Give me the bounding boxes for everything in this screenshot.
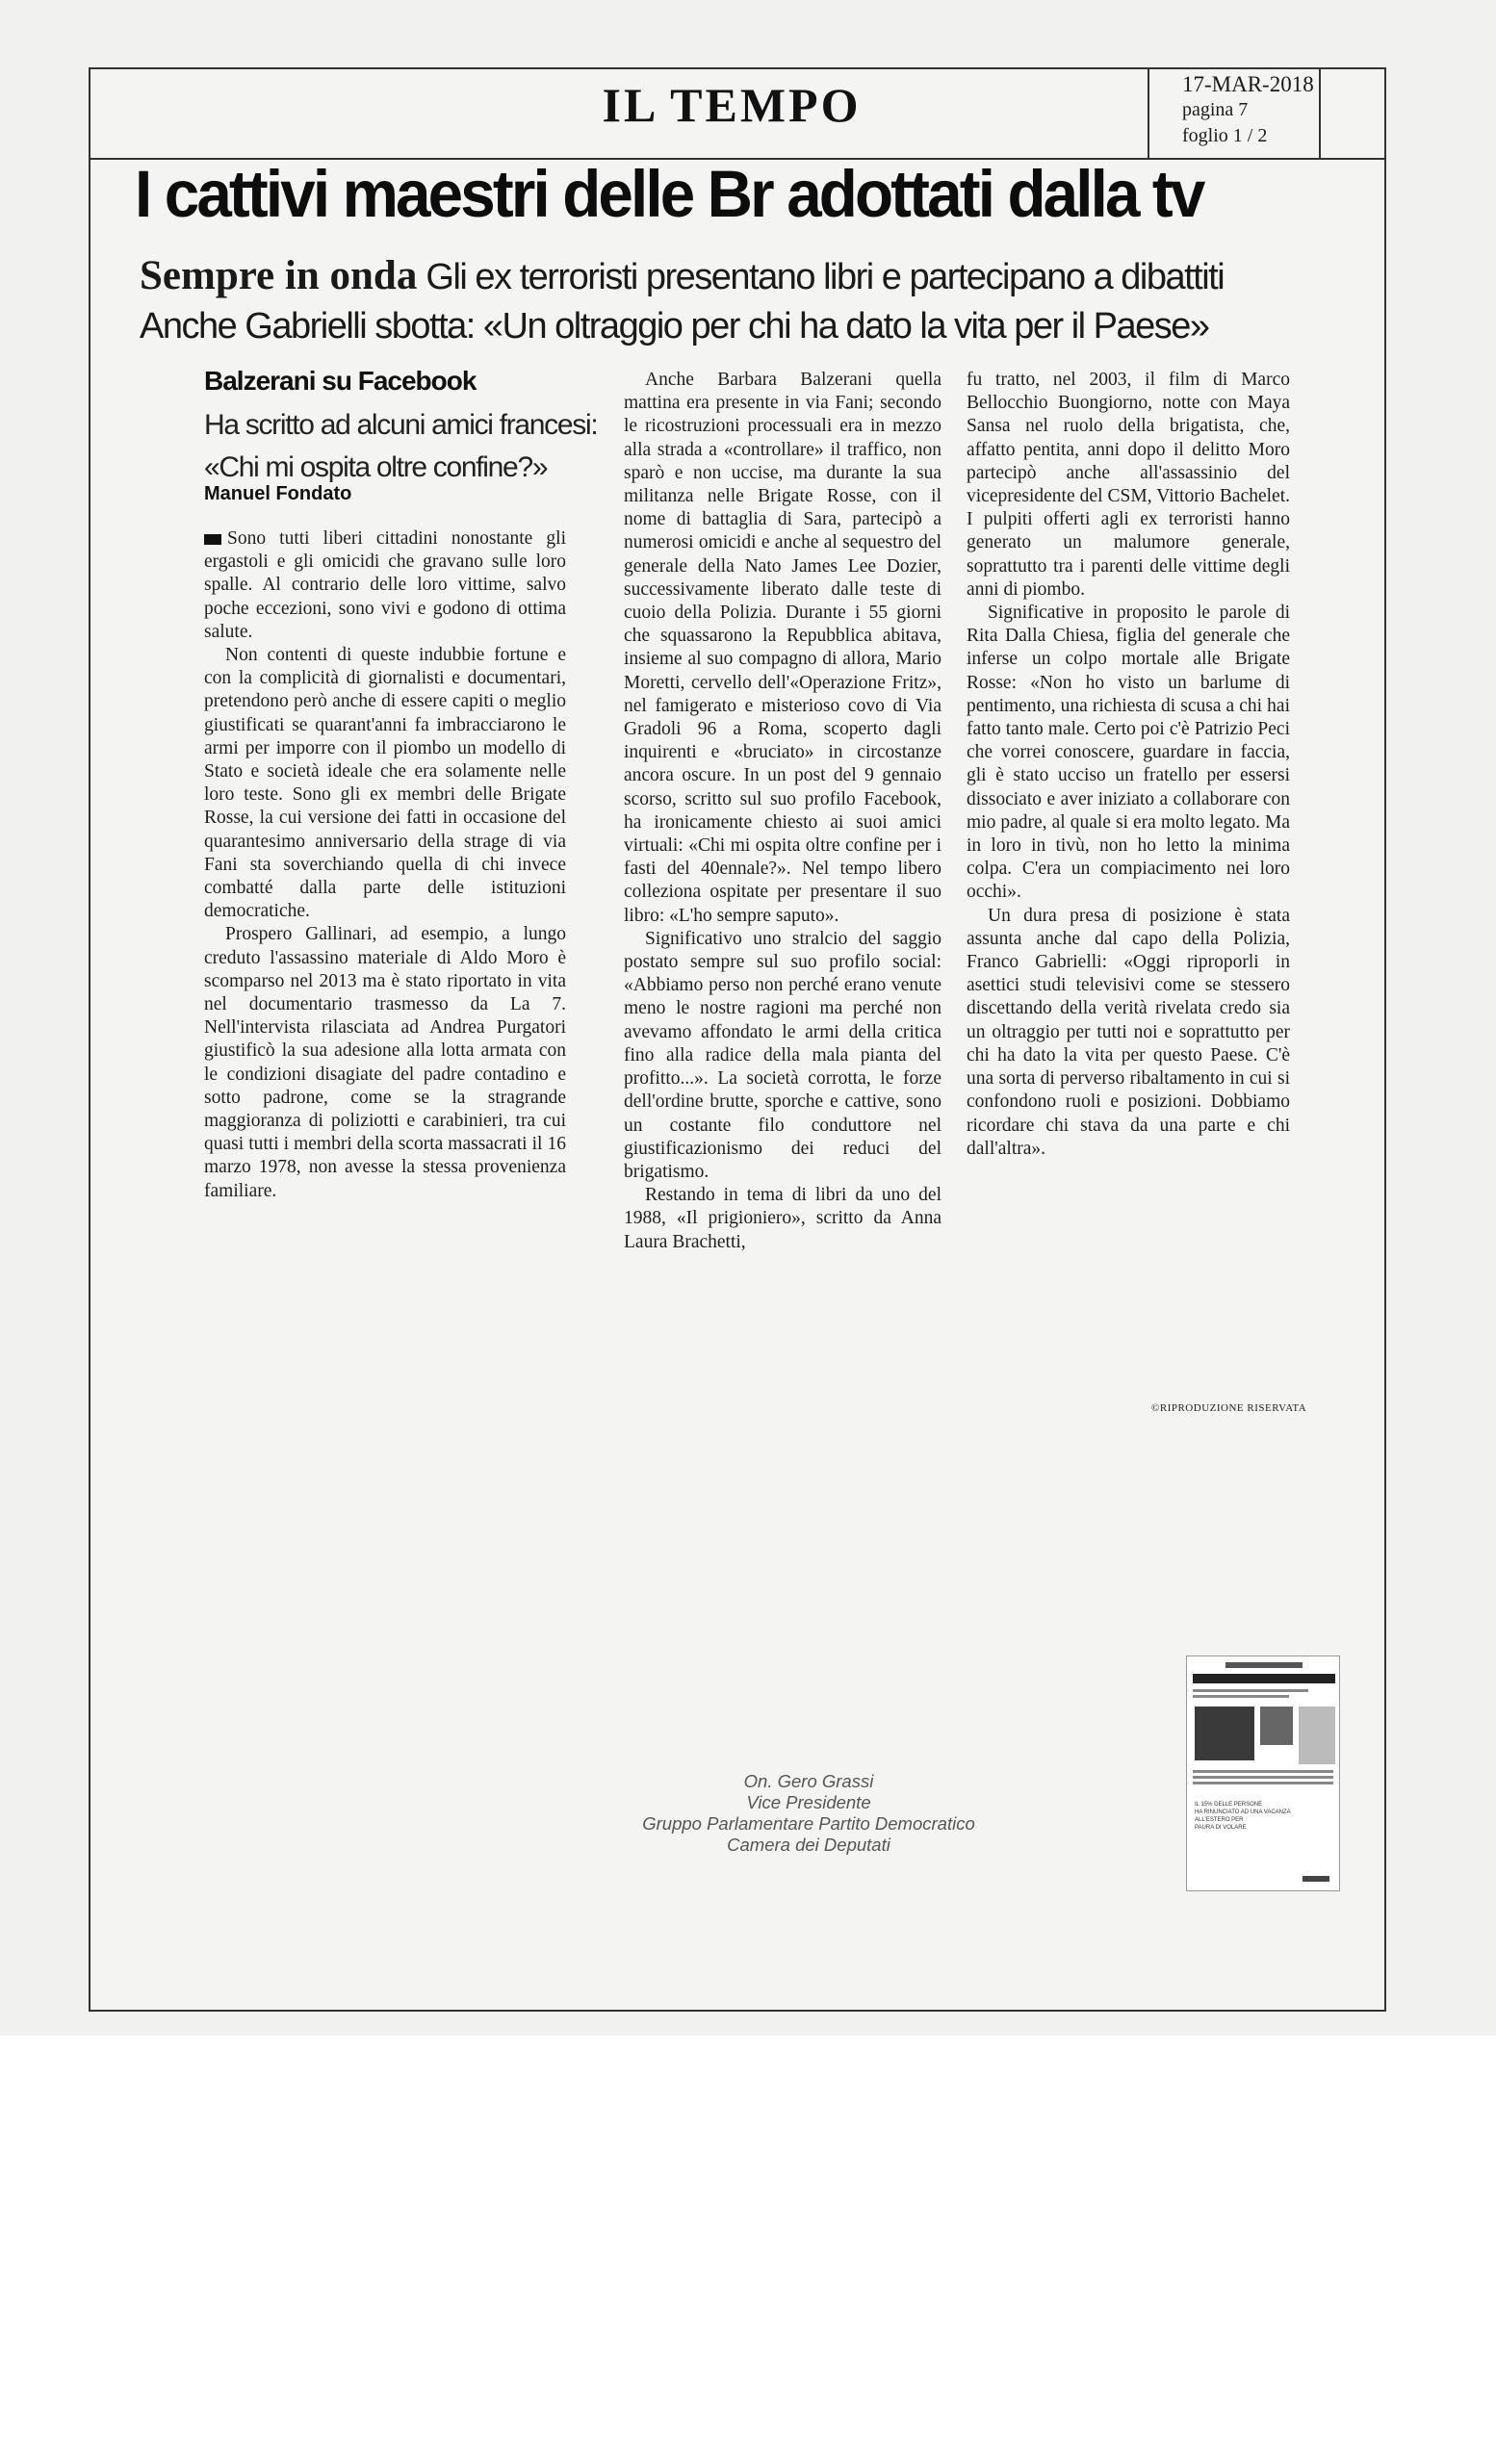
paragraph: Prospero Gallinari, ad esempio, a lungo creduto l'assassino materiale di Aldo Moro è scomparso nel 2013 ma è stato riportato in vita nel documentario trasmesso da La 7. Nell'intervista rilasciata ad Andrea Purgatori giustificò la sua adesione alla lotta armata con le condizioni disagiate del padre contadino e sotto padrone, come se la stragrande maggioranza di poliziotti e carabinieri, tra cui quasi tutti i membri della scorta massacrati il 16 marzo 1978, non avesse la stessa provenienza familiare. [204,924,566,1201]
subhead-line-2: Anche Gabrielli sbotta: «Un oltraggio per chi ha dato la vita per il Paese» [140,306,1209,346]
article-column-2 [624,369,941,1254]
thumbnail-text-line [1193,1782,1333,1784]
clipping-date: 17-MAR-2018 [1182,72,1314,96]
newspaper-masthead: IL TEMPO [602,78,862,132]
sidebar-box-title: Balzerani su Facebook [204,366,477,396]
thumbnail-tag [1225,1662,1303,1668]
thumbnail-caption: PAURA DI VOLARE [1195,1825,1247,1831]
paragraph: fu tratto, nel 2003, il film di Marco Bellocchio Buongiorno, notte con Maya Sansa nel ruolo della brigatista, che, affatto pentita, anni dopo il delitto Moro partecipò anche all'assassinio del vicepresidente del CSM, Vittorio Bachelet. I pulpiti offerti agli ex terroristi hanno generato un malumore generale, soprattutto tra i parenti delle vittime degli anni di piombo. [967,370,1290,600]
copyright-notice: ©RIPRODUZIONE RISERVATA [1151,1402,1307,1414]
thumbnail-photo [1195,1707,1254,1760]
article-column-3 [967,369,1290,1161]
signature-line: On. Gero Grassi [743,1771,874,1791]
page-thumbnail [1186,1656,1340,1891]
subhead-line-1 [140,252,1353,299]
paragraph [204,527,566,644]
thumbnail-caption: IL 15% DELLE PERSONE [1195,1802,1263,1808]
thumbnail-footer [1303,1876,1329,1882]
thumbnail-text-line [1193,1776,1333,1779]
sidebar-box-quote: Ha scritto ad alcuni amici francesi: «Chi mi ospita oltre confine?» [204,409,598,483]
paragraph: Significative in proposito le parole di Rita Dalla Chiesa, figlia del generale che inferse un colpo mortale alle Brigate Rosse: «Non ho visto un barlume di pentimento, una richiesta di scusa a chi hai fatto tanto male. Certo poi c'è Patrizio Peci che vorrei conoscere, guardare in faccia, gli è stato ucciso un fratello per essersi dissociato e aver iniziato a collaborare con mio padre, al quale si era molto legato. Ma in loro in tivù, non ho letto la minima colpa. C'era un compiacimento nei loro occhi». [967,603,1290,903]
paragraph: Restando in tema di libri da uno del 1988, «Il prigioniero», scritto da Anna Laura Brachetti, [624,1185,941,1252]
paragraph: Significativo uno stralcio del saggio postato sempre sul suo profilo social: «Abbiamo perso non perché erano venute meno le nostre ragioni ma perché non avevamo affondato le armi della critica fino alla radice della mala pianta del profitto...». La società corrotta, le forze dell'ordine brutte, sporche e cattive, sono un costante filo conduttore nel giustificazionismo dei reduci del brigatismo. [624,928,941,1182]
lead-square-icon [204,534,221,545]
subhead-text-1: Gli ex terroristi presentano libri e partecipano a dibattiti [426,257,1225,297]
thumbnail-text-line [1193,1770,1333,1773]
signature-line: Vice Presidente [746,1792,871,1812]
thumbnail-photo [1260,1707,1293,1745]
subhead-kicker: Sempre in onda [140,253,418,298]
author-byline: Manuel Fondato [204,483,352,504]
clipping-info-box [1148,67,1321,160]
signature-line: Camera dei Deputati [727,1835,890,1855]
thumbnail-caption: HA RINUNCIATO AD UNA VACANZA [1195,1810,1291,1815]
paragraph-text: Sono tutti liberi cittadini nonostante gli ergastoli e gli omicidi che gravano sulle loro spalle. Al contrario delle loro vittime, salvo poche eccezioni, sono vivi e godono di ottima salute. [204,528,566,642]
thumbnail-headline [1193,1674,1335,1683]
thumbnail-text-line [1193,1695,1289,1698]
thumbnail-text-block [1299,1707,1335,1764]
thumbnail-caption: ALL'ESTERO PER [1195,1817,1244,1823]
signature-stamp [539,1771,1078,1856]
signature-line: Gruppo Parlamentare Partito Democratico [642,1813,975,1834]
page-number: pagina 7 [1182,99,1249,120]
article-headline: I cattivi maestri delle Br adottati dalla tv [135,157,1203,231]
thumbnail-text-line [1193,1689,1308,1692]
paragraph: Un dura presa di posizione è stata assunta anche dal capo della Polizia, Franco Gabrielli: «Oggi riproporli in asettici studi televisivi come se stessero discettando della verità rivelata credo sia un oltraggio per tutti noi e soprattutto per chi ha dato la vita per questo Paese. C'è una sorta di perverso ribaltamento in cui si confondono ruoli e posizioni. Dobbiamo ricordare chi stava da una parte e chi dall'altra». [967,905,1290,1159]
paragraph: Non contenti di queste indubbie fortune e con la complicità di giornalisti e documentari, pretendono però anche di essere capiti o meglio giustificati se quarant'anni fa imbracciarono le armi per imporre con il piombo un modello di Stato e società ideale che era solamente nelle loro teste. Sono gli ex membri delle Brigate Rosse, la cui versione dei fatti in occasione del quarantesimo anniversario della strage di via Fani sta soverchiando quella di chi invece combatté dalla parte delle istituzioni democratiche. [204,645,566,922]
sheet-number: foglio 1 / 2 [1182,125,1268,146]
article-column-1 [204,527,566,1203]
paragraph: Anche Barbara Balzerani quella mattina era presente in via Fani; secondo le ricostruzioni processuali era in mezzo alla strada a «controllare» il traffico, non sparò e non uccise, ma durante la sua militanza nelle Brigate Rosse, con il nome di battaglia di Sara, partecipò a numerosi omicidi e anche al sequestro del generale della Nato James Lee Dozier, successivamente liberato dalle teste di cuoio della Polizia. Durante i 55 giorni che squassarono la Repubblica abitava, insieme al suo compagno di allora, Mario Moretti, cervello dell'«Operazione Fritz», nel famigerato e misterioso covo di Via Gradoli 96 a Roma, scoperto dagli inquirenti e «bruciato» in circostanze ancora oscure. In un post del 9 gennaio scorso, scritto sul suo profilo Facebook, ha ironicamente chiesto ai suoi amici virtuali: «Chi mi ospita oltre confine per i fasti del 40ennale?». Nel tempo libero colleziona ospitate per presentare il suo libro: «L'ho sempre saputo». [624,370,941,926]
